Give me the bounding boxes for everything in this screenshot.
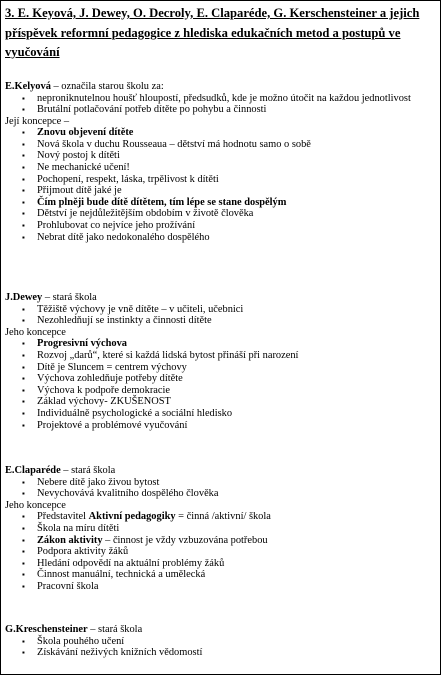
list-item: ▪ Škola na míru dítěti	[5, 523, 436, 535]
concept-list	[5, 511, 436, 592]
list-item: ▪ Podpora aktivity žáků	[5, 546, 436, 558]
section-claparede	[5, 465, 436, 593]
list-item: ▪ Nebrat dítě jako nedokonalého dospělého	[5, 232, 436, 244]
heading-intro: – označila starou školu za:	[50, 81, 164, 92]
list-item: ▪ Těžiště výchovy je vně dítěte – v učiteli, učebnici	[5, 304, 436, 316]
list-item: ▪ Individuálně psychologické a sociální hledisko	[5, 408, 436, 420]
list-item: ▪ Nebere dítě jako živou bytost	[5, 477, 436, 489]
heading-intro: – stará škola	[42, 292, 97, 303]
author-name: G.Kreschensteiner	[5, 624, 88, 635]
list-item: ▪ Pracovní škola	[5, 581, 436, 593]
list-item: ▪ Rozvoj „darů“, které si každá lidská bytost přináší při narození	[5, 350, 436, 362]
list-item: ▪ Prohlubovat co nejvíce jeho prožívání	[5, 220, 436, 232]
concept-label: Jeho koncepce	[5, 326, 66, 338]
list-item: ▪ Brutální potlačování potřeb dítěte po pohybu a činnosti	[5, 104, 436, 116]
old-school-list	[5, 93, 436, 116]
list-item: ▪ Nevychovává kvalitního dospělého člověka	[5, 488, 436, 500]
author-name: J.Dewey	[5, 292, 43, 303]
concept-label: Jeho koncepce	[5, 499, 66, 511]
heading-intro: – stará škola	[87, 624, 143, 635]
list-item: ▪ Získávání neživých knižních vědomostí	[5, 647, 436, 659]
document-title: 3. E. Keyová, J. Dewey, O. Decroly, E. Claparéde, G. Kerschensteiner a jejich příspěvek reformní pedagogice z hlediska edukačních metod a postupů ve vyučování	[5, 6, 420, 59]
list-item: ▪ Nová škola v duchu Rousseaua – dětství má hodnotu samo o sobě	[5, 139, 436, 151]
concept-label: Její koncepce –	[5, 115, 70, 127]
heading-intro: – stará škola	[60, 465, 116, 476]
list-item: ▪ Dítě je Sluncem = centrem výchovy	[5, 362, 436, 374]
section-kerschensteiner-heading	[5, 624, 436, 636]
old-school-list	[5, 636, 436, 659]
section-dewey	[5, 292, 436, 431]
author-name: E.Kelyová	[5, 81, 51, 92]
list-item: ▪ Základ výchovy- ZKUŠENOST	[5, 396, 436, 408]
list-item: ▪ Nezohledňují se instinkty a činnosti dítěte	[5, 315, 436, 327]
section-dewey-heading	[5, 292, 436, 304]
list-item: ▪ Znovu objevení dítěte	[5, 127, 436, 139]
author-name: E.Claparéde	[5, 465, 61, 476]
list-item: ▪ Představitel Aktivní pedagogiky = činná /aktivní/ škola	[5, 511, 436, 523]
list-item: ▪ neproniknutelnou houšť hloupostí, předsudků, kde je možno útočit na každou jednotlivost	[5, 93, 436, 104]
list-item: ▪ Pochopení, respekt, láska, trpělivost k dítěti	[5, 174, 436, 186]
list-item: ▪ Hledání odpovědí na aktuální problémy žáků	[5, 558, 436, 570]
list-item: ▪ Nový postoj k dítěti	[5, 150, 436, 162]
concept-list	[5, 338, 436, 431]
list-item: ▪ Čím plněji bude dítě dítětem, tím lépe se stane dospělým	[5, 197, 436, 209]
list-item: ▪ Činnost manuální, technická a umělecká	[5, 569, 436, 581]
concept-list	[5, 127, 436, 243]
list-item: ▪ Projektové a problémové vyučování	[5, 420, 436, 432]
section-key-heading	[5, 81, 436, 93]
list-item: ▪ Přijmout dítě jaké je	[5, 185, 436, 197]
list-item: ▪ Zákon aktivity – činnost je vždy vzbuzována potřebou	[5, 535, 436, 547]
list-item: ▪ Dětství je nejdůležitějším obdobím v životě člověka	[5, 208, 436, 220]
section-key	[5, 81, 436, 243]
list-item: ▪ Progresivní výchova	[5, 338, 436, 350]
section-kerschensteiner	[5, 624, 436, 659]
list-item: ▪ Škola pouhého učení	[5, 636, 436, 648]
list-item: ▪ Výchova zohledňuje potřeby dítěte	[5, 373, 436, 385]
list-item: ▪ Výchova k podpoře demokracie	[5, 385, 436, 397]
old-school-list	[5, 304, 436, 327]
old-school-list	[5, 477, 436, 500]
list-item: ▪ Ne mechanické učení!	[5, 162, 436, 174]
section-claparede-heading	[5, 465, 436, 477]
